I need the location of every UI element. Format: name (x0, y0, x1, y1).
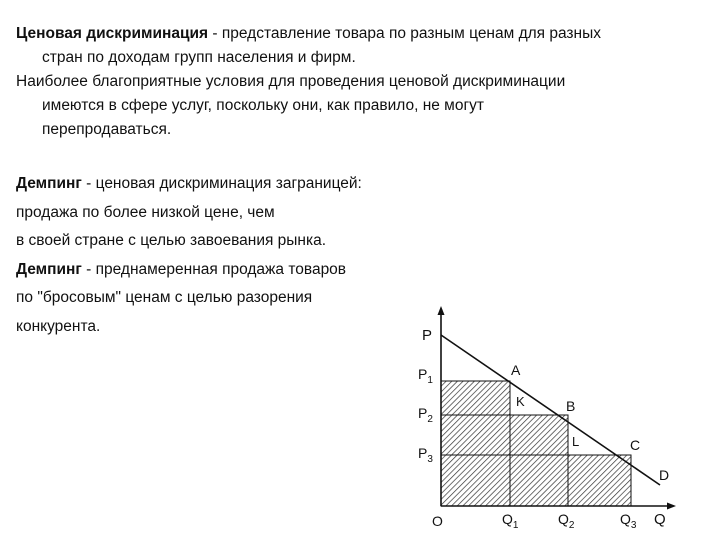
demand-label-d: D (659, 467, 670, 483)
label-p2: $P_2$ (418, 405, 433, 425)
point-label-c: C (630, 437, 641, 453)
label-q3: $Q_3$ (620, 511, 637, 531)
price-axis-arrow (438, 306, 445, 315)
label-q2: $Q_2$ (558, 511, 575, 531)
term-dumping-1: Демпинг (16, 175, 82, 192)
axis-label-p: P (422, 327, 433, 344)
label-q1: $Q_1$ (502, 511, 519, 531)
area-p1-q1 (441, 381, 510, 506)
area-p3-q3 (568, 455, 631, 506)
area-label-l: L (572, 434, 580, 449)
price-discrimination-diagram (408, 300, 698, 532)
point-label-a: A (511, 362, 521, 378)
quantity-axis-arrow (667, 503, 676, 510)
dumping-definitions: Демпинг - ценовая дискриминация заграницей: продажа по более низкой цене, чем в своей стране с целью завоевания рынка. Демпинг - преднамеренная продажа товаров по "бросовым" ценам с целью разорения конкурента. (16, 175, 362, 335)
area-label-k: K (516, 394, 525, 409)
term-price-discrimination: Ценовая дискриминация (16, 25, 209, 42)
term-dumping-2: Демпинг (16, 260, 82, 278)
label-p3: $P_3$ (418, 445, 433, 465)
point-label-b: B (566, 398, 576, 414)
origin-label: O (432, 513, 443, 529)
area-p2-q2 (510, 415, 568, 506)
favorable-conditions-paragraph: Наиболее благоприятные условия для проведения ценовой дискриминации имеются в сфере услуг, поскольку они, как правило, не могут перепродаваться. (16, 73, 566, 138)
axis-label-q: Q (654, 511, 666, 528)
label-p1: $P_1$ (418, 366, 433, 386)
price-discrimination-definition: Ценовая дискриминация - представление товара по разным ценам для разных стран по доходам групп населения и фирм. (16, 25, 601, 66)
